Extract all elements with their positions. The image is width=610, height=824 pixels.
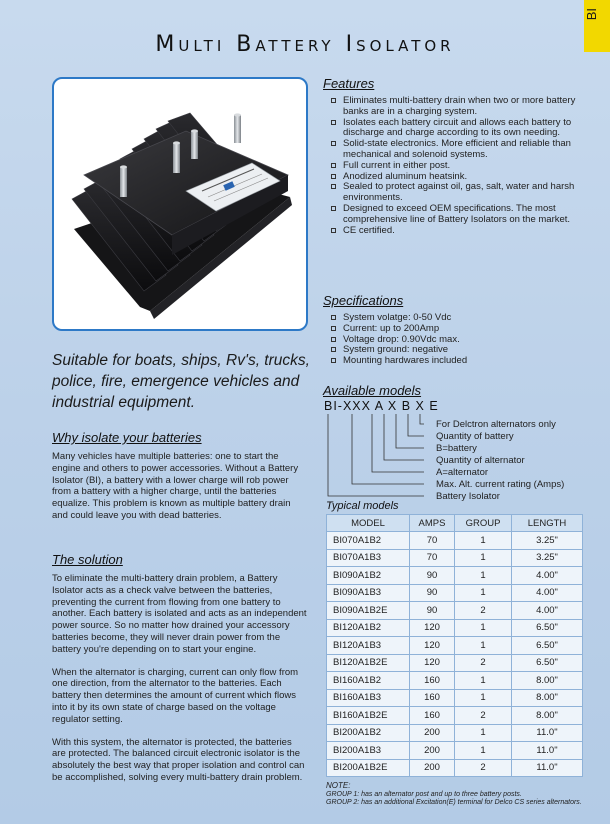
table-cell: 90	[410, 567, 455, 585]
square-bullet-icon	[331, 347, 336, 352]
table-cell: BI160A1B2E	[327, 707, 410, 725]
square-bullet-icon	[331, 120, 336, 125]
table-cell: 120	[410, 654, 455, 672]
square-bullet-icon	[331, 184, 336, 189]
table-row	[327, 567, 583, 585]
table-cell: 2	[455, 602, 512, 620]
table-cell: 160	[410, 707, 455, 725]
table-cell: 11.0"	[512, 759, 583, 777]
table-cell: 200	[410, 759, 455, 777]
table-cell: 2	[455, 707, 512, 725]
table-row	[327, 689, 583, 707]
table-cell: 1	[455, 724, 512, 742]
table-cell: 1	[455, 619, 512, 637]
product-photo	[52, 77, 308, 331]
note-line: GROUP 2: has an additional Excitation(E) terminal for Delco CS series alternators.	[326, 799, 582, 807]
table-cell: 1	[455, 532, 512, 550]
table-cell: 90	[410, 602, 455, 620]
table-row	[327, 619, 583, 637]
table-cell: BI120A1B3	[327, 637, 410, 655]
list-item: Isolates each battery circuit and allows each battery to discharge and charge according to its own needing.	[323, 118, 595, 140]
square-bullet-icon	[331, 174, 336, 179]
table-cell: 1	[455, 637, 512, 655]
why-text: Many vehicles have multiple batteries: one to start the engine and others to power accessories. Without a Battery Isolator (BI), a battery with a lower charge will rob power from a battery with a higher charge, until the batteries equalize. This problem is known as multiple battery drain and could leave you with dead batteries.	[52, 451, 299, 521]
list-item: Voltage drop: 0.90Vdc max.	[323, 335, 595, 346]
list-item: Current: up to 200Amp	[323, 324, 595, 335]
specifications-list	[323, 313, 595, 367]
table-row	[327, 532, 583, 550]
table-row	[327, 707, 583, 725]
table-cell: 11.0"	[512, 742, 583, 760]
table-cell: BI160A1B3	[327, 689, 410, 707]
column-header: AMPS	[410, 515, 455, 532]
square-bullet-icon	[331, 326, 336, 331]
list-item: Full current in either post.	[323, 161, 595, 172]
model-code-label: For Delctron alternators only	[436, 419, 556, 430]
square-bullet-icon	[331, 163, 336, 168]
specifications-section	[323, 293, 595, 367]
table-cell: BI070A1B2	[327, 532, 410, 550]
table-cell: 3.25"	[512, 549, 583, 567]
list-item: Eliminates multi-battery drain when two or more battery banks are in a charging system.	[323, 96, 595, 118]
table-cell: BI090A1B3	[327, 584, 410, 602]
model-code-label: Quantity of alternator	[436, 455, 525, 466]
list-item: Mounting hardwares included	[323, 356, 595, 367]
square-bullet-icon	[331, 358, 336, 363]
list-item: Solid-state electronics. More efficient and reliable than mechanical and solenoid systems.	[323, 139, 595, 161]
table-row	[327, 672, 583, 690]
note-heading: NOTE:	[326, 781, 351, 790]
features-heading: Features	[323, 76, 375, 91]
table-cell: BI200A1B2	[327, 724, 410, 742]
features-list	[323, 96, 595, 236]
models-heading: Available models	[323, 383, 422, 398]
table-cell: 1	[455, 689, 512, 707]
table-cell: 1	[455, 672, 512, 690]
table-cell: 4.00"	[512, 602, 583, 620]
square-bullet-icon	[331, 206, 336, 211]
square-bullet-icon	[331, 98, 336, 103]
solution-paragraph: To eliminate the multi-battery drain problem, a Battery Isolator acts as a check valve between the batteries, preventing the current from flowing from one battery to another. Each battery is isolated and acts as an independent power source. So no matter how drained your accessory batteries become, they will never drain power from the battery you're depending on to start your engine.	[52, 573, 307, 655]
table-cell: 120	[410, 619, 455, 637]
table-cell: 1	[455, 567, 512, 585]
model-code-label: Max. Alt. current rating (Amps)	[436, 479, 565, 490]
why-section	[52, 430, 308, 522]
table-cell: 2	[455, 759, 512, 777]
table-cell: 160	[410, 672, 455, 690]
models-section	[323, 383, 595, 398]
table-cell: 6.50"	[512, 637, 583, 655]
section-tab-label: BI	[584, 8, 599, 21]
table-cell: BI160A1B2	[327, 672, 410, 690]
column-header: MODEL	[327, 515, 410, 532]
model-code-diagram	[324, 412, 424, 512]
slogan: Suitable for boats, ships, Rv's, trucks, police, fire, emergence vehicles and industrial equipment.	[52, 352, 310, 411]
model-code-label: Quantity of battery	[436, 431, 514, 442]
table-cell: 8.00"	[512, 689, 583, 707]
page-title: Multi Battery Isolator	[155, 32, 455, 57]
table-cell: 4.00"	[512, 567, 583, 585]
table-cell: 1	[455, 549, 512, 567]
table-cell: 160	[410, 689, 455, 707]
table-row	[327, 584, 583, 602]
table-cell: 8.00"	[512, 707, 583, 725]
list-item: Sealed to protect against oil, gas, salt, water and harsh environments.	[323, 182, 595, 204]
table-cell: 6.50"	[512, 654, 583, 672]
list-item: System volatge: 0-50 Vdc	[323, 313, 595, 324]
square-bullet-icon	[331, 228, 336, 233]
model-code-label: A=alternator	[436, 467, 489, 478]
list-item: System ground: negative	[323, 345, 595, 356]
battery-isolator-image	[54, 79, 306, 329]
list-item: Designed to exceed OEM specifications. The most comprehensive line of Battery Isolators on the market.	[323, 204, 595, 226]
models-table	[326, 514, 583, 777]
table-row	[327, 742, 583, 760]
solution-paragraph: When the alternator is charging, current can only flow from one direction, from the alternator to the batteries. Each battery then determines the amount of current which flows into it by its own state of charge based on the voltage regulator setting.	[52, 666, 299, 725]
table-row	[327, 549, 583, 567]
table-cell: 70	[410, 549, 455, 567]
table-row	[327, 759, 583, 777]
list-item: CE certified.	[323, 226, 595, 237]
note	[326, 782, 596, 808]
table-row	[327, 654, 583, 672]
table-cell: BI120A1B2	[327, 619, 410, 637]
table-cell: 70	[410, 532, 455, 550]
table-cell: 2	[455, 654, 512, 672]
solution-heading: The solution	[52, 552, 123, 567]
column-header: LENGTH	[512, 515, 583, 532]
square-bullet-icon	[331, 141, 336, 146]
table-cell: 1	[455, 584, 512, 602]
table-row	[327, 637, 583, 655]
square-bullet-icon	[331, 315, 336, 320]
features-section	[323, 76, 595, 236]
column-header: GROUP	[455, 515, 512, 532]
table-cell: BI070A1B3	[327, 549, 410, 567]
table-row	[327, 724, 583, 742]
table-cell: BI200A1B2E	[327, 759, 410, 777]
why-heading: Why isolate your batteries	[52, 430, 202, 445]
table-cell: 200	[410, 742, 455, 760]
table-cell: BI120A1B2E	[327, 654, 410, 672]
square-bullet-icon	[331, 337, 336, 342]
note-line: GROUP 1: has an alternator post and up to three battery posts.	[326, 790, 522, 798]
table-row	[327, 602, 583, 620]
solution-section	[52, 552, 308, 784]
table-cell: 120	[410, 637, 455, 655]
table-cell: 6.50"	[512, 619, 583, 637]
table-cell: BI200A1B3	[327, 742, 410, 760]
table-cell: 90	[410, 584, 455, 602]
table-header-row	[327, 515, 583, 532]
table-cell: 11.0"	[512, 724, 583, 742]
model-code-label: Battery Isolator	[436, 491, 500, 502]
model-code: BI-XXX A X B X E	[324, 399, 439, 413]
list-item: Anodized aluminum heatsink.	[323, 172, 595, 183]
table-cell: BI090A1B2E	[327, 602, 410, 620]
table-cell: 200	[410, 724, 455, 742]
table-cell: 1	[455, 742, 512, 760]
table-cell: 8.00"	[512, 672, 583, 690]
model-code-label: B=battery	[436, 443, 477, 454]
specifications-heading: Specifications	[323, 293, 404, 308]
table-cell: 4.00"	[512, 584, 583, 602]
table-cell: 3.25"	[512, 532, 583, 550]
solution-paragraph: With this system, the alternator is protected, the batteries are protected. The balanced circuit electronic isolator is the absolutely the best way that proper isolation and control can be accomplished, solving every multi-battery drain problem.	[52, 736, 305, 783]
typical-models-heading: Typical models	[326, 500, 399, 512]
table-cell: BI090A1B2	[327, 567, 410, 585]
